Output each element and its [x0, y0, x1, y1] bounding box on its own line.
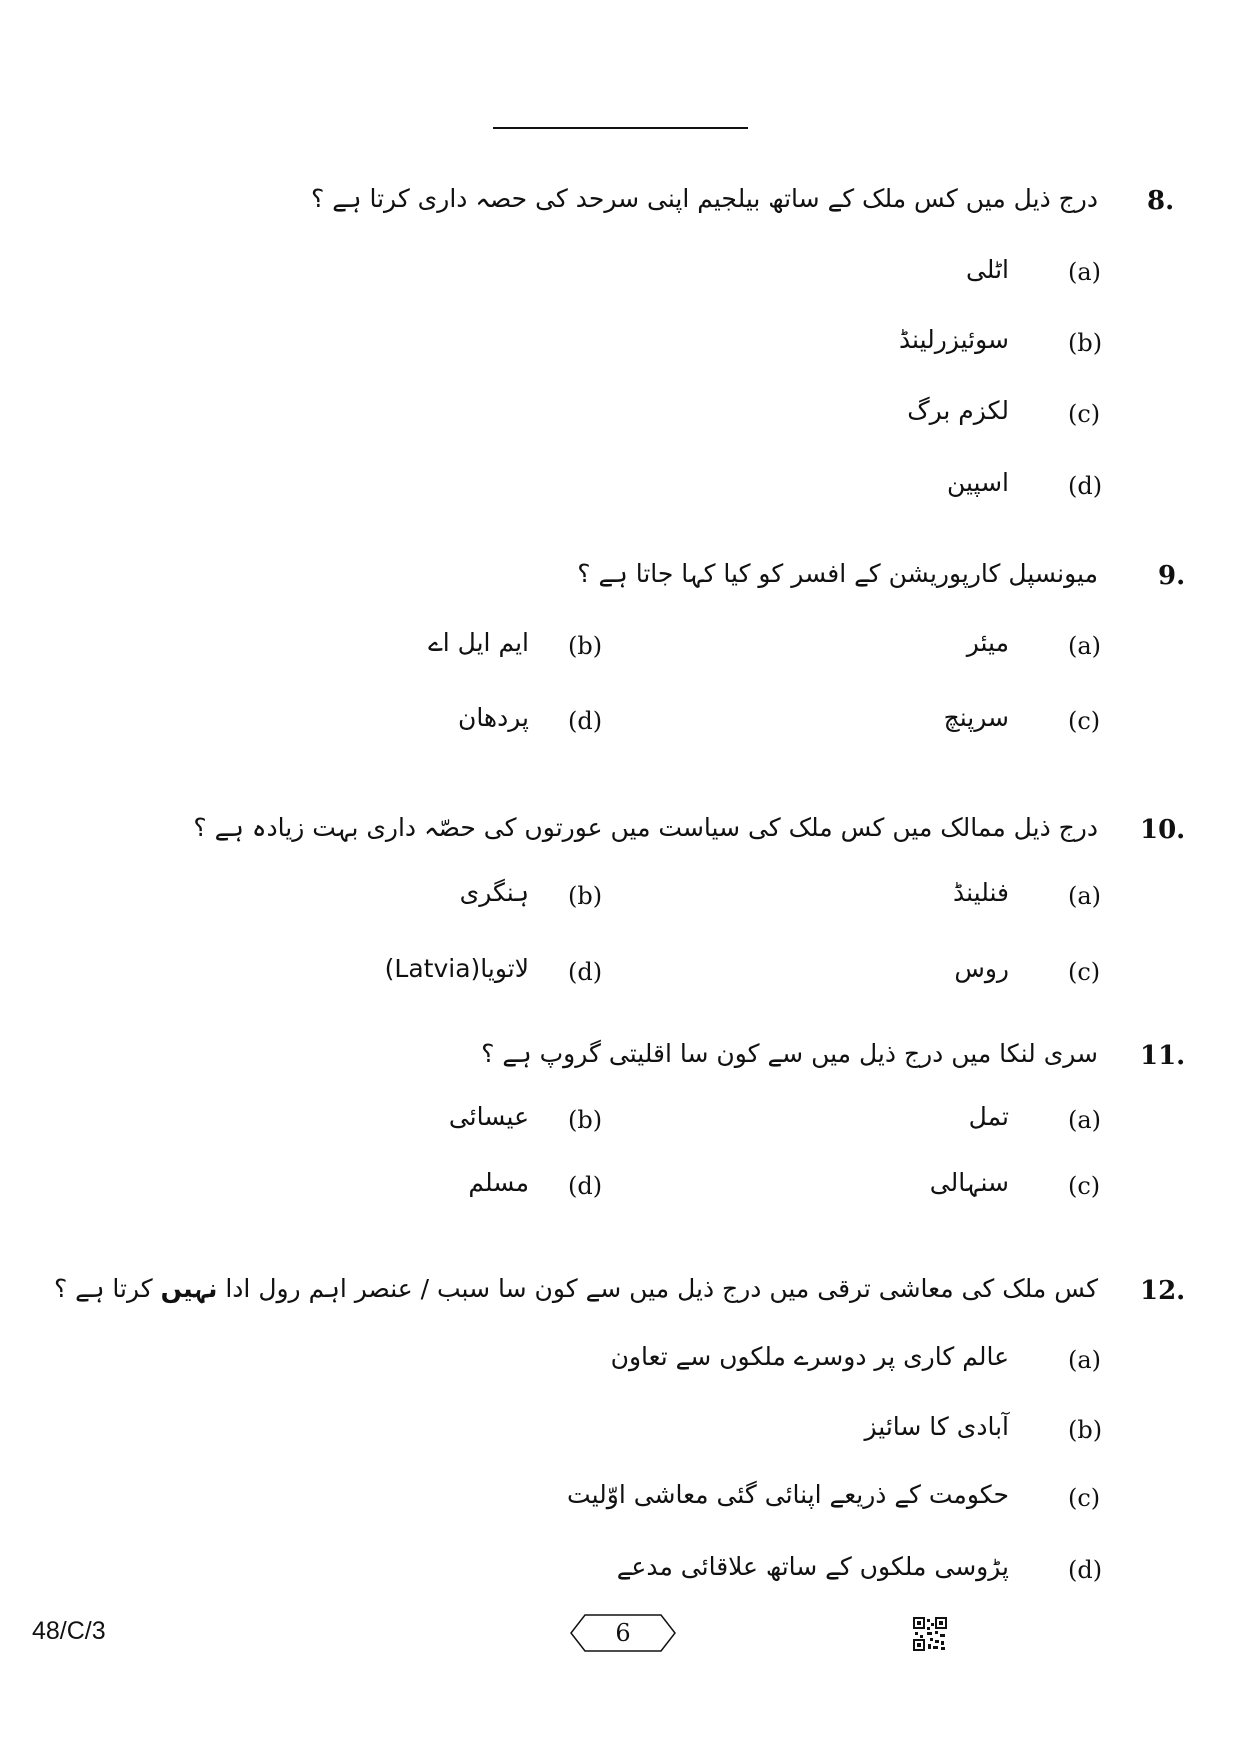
q8-option-b-text: سوئیزرلینڈ [898, 325, 1009, 354]
q10-option-b-text: ہنگری [459, 878, 529, 907]
q10-option-c-text: روس [954, 954, 1009, 983]
q12-option-b-text: آبادی کا سائیز [864, 1412, 1009, 1441]
q8-option-d-letter: (d) [1068, 472, 1103, 500]
q12-option-d-letter: (d) [1068, 1556, 1103, 1584]
question-12-text-end: کرتا ہے ؟ [53, 1274, 161, 1303]
q11-option-b-letter: (b) [568, 1106, 603, 1134]
q10-option-a-text: فنلینڈ [953, 878, 1009, 907]
q9-option-a-text: میئر [966, 628, 1009, 657]
q8-option-d-text: اسپین [946, 468, 1009, 497]
question-11-text: سری لنکا میں درج ذیل میں سے کون سا اقلیتی گروپ ہے ؟ [481, 1039, 1098, 1068]
question-11-number: 11. [1140, 1041, 1186, 1071]
q8-option-a-letter: (a) [1068, 258, 1102, 286]
q8-option-c-letter: (c) [1068, 400, 1101, 428]
q8-option-a-text: اٹلی [965, 255, 1009, 284]
question-9-text: میونسپل کارپوریشن کے افسر کو کیا کہا جاتا ہے ؟ [577, 559, 1098, 588]
q12-option-d-text: پڑوسی ملکوں کے ساتھ علاقائی مدعے [616, 1552, 1009, 1581]
q11-option-b-text: عیسائی [448, 1102, 529, 1131]
q9-option-c-text: سرپنچ [943, 703, 1009, 732]
question-9-number: 9. [1158, 561, 1186, 591]
qr-code-icon [913, 1617, 947, 1651]
question-12-number: 12. [1140, 1276, 1186, 1306]
q10-option-a-letter: (a) [1068, 882, 1102, 910]
question-8-text: درج ذیل میں کس ملک کے ساتھ بیلجیم اپنی سرحد کی حصہ داری کرتا ہے ؟ [311, 184, 1098, 213]
q12-option-b-letter: (b) [1068, 1416, 1103, 1444]
q8-option-c-text: لکزم برگ [907, 396, 1009, 425]
q9-option-d-text: پردھان [457, 703, 529, 732]
q10-option-c-letter: (c) [1068, 958, 1101, 986]
q12-option-a-text: عالم کاری پر دوسرے ملکوں سے تعاون [610, 1342, 1009, 1371]
q8-option-b-letter: (b) [1068, 329, 1103, 357]
q9-option-b-text: ایم ایل اے [428, 628, 529, 657]
question-8-number: 8. [1147, 186, 1175, 216]
page-number-badge [569, 1613, 677, 1653]
q9-option-c-letter: (c) [1068, 707, 1101, 735]
q11-option-c-letter: (c) [1068, 1172, 1101, 1200]
q10-option-d-letter: (d) [568, 958, 603, 986]
question-10-number: 10. [1140, 815, 1186, 845]
question-12-text [54, 1274, 1098, 1303]
q9-option-b-letter: (b) [568, 632, 603, 660]
q11-option-a-letter: (a) [1068, 1106, 1102, 1134]
q11-option-d-text: مسلم [468, 1168, 529, 1197]
q12-option-a-letter: (a) [1068, 1346, 1102, 1374]
q10-option-b-letter: (b) [568, 882, 603, 910]
top-rule [493, 127, 748, 129]
q12-option-c-text: حکومت کے ذریعے اپنائی گئی معاشی اوّلیت [567, 1480, 1009, 1509]
paper-code: 48/C/3 [32, 1617, 106, 1645]
q12-option-c-letter: (c) [1068, 1484, 1101, 1512]
q11-option-c-text: سنہالی [929, 1168, 1009, 1197]
question-12-emphasis: نہیں [160, 1274, 218, 1303]
q11-option-d-letter: (d) [568, 1172, 603, 1200]
q10-option-d-text: لاتویا(Latvia) [384, 954, 529, 983]
q11-option-a-text: تمل [968, 1102, 1009, 1131]
q9-option-d-letter: (d) [568, 707, 603, 735]
question-10-text: درج ذیل ممالک میں کس ملک کی سیاست میں عورتوں کی حصّہ داری بہت زیادہ ہے ؟ [193, 813, 1098, 842]
page-number: 6 [615, 1619, 631, 1647]
q9-option-a-letter: (a) [1068, 632, 1102, 660]
question-12-text-start: کس ملک کی معاشی ترقی میں درج ذیل میں سے کون سا سبب / عنصر اہم رول ادا [217, 1274, 1098, 1303]
